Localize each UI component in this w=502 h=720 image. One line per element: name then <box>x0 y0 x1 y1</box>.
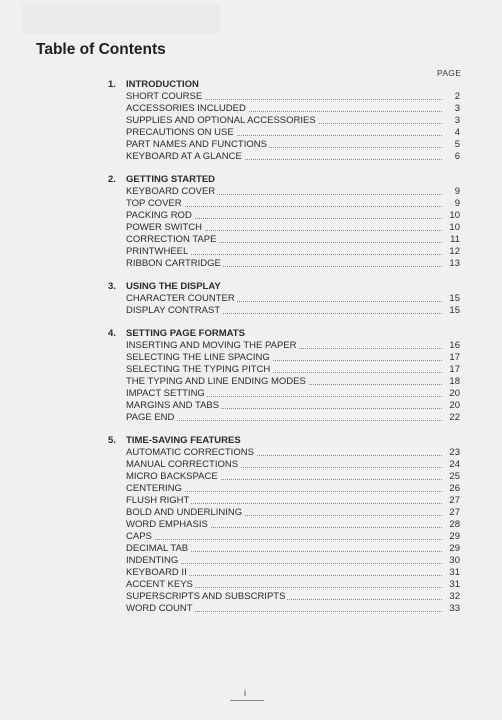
toc-entry[interactable] <box>126 400 460 412</box>
toc-entry[interactable] <box>126 555 460 567</box>
toc-section <box>108 174 460 270</box>
entry-page-number: 23 <box>444 447 460 459</box>
toc-entry[interactable] <box>126 222 460 234</box>
entry-page-number: 4 <box>444 127 460 139</box>
section-heading[interactable] <box>108 174 460 186</box>
toc-entry[interactable] <box>126 151 460 163</box>
entry-page-number: 13 <box>444 258 460 270</box>
toc-entry[interactable] <box>126 388 460 400</box>
toc-entry[interactable] <box>126 198 460 210</box>
entry-label: SELECTING THE LINE SPACING <box>126 352 270 363</box>
toc-section <box>108 435 460 615</box>
page-title: Table of Contents <box>36 41 166 58</box>
entry-label: MARGINS AND TABS <box>126 400 220 411</box>
entry-page-number: 30 <box>444 555 460 567</box>
entry-label: KEYBOARD AT A GLANCE <box>126 151 242 162</box>
entry-label: THE TYPING AND LINE ENDING MODES <box>126 376 306 387</box>
section-number: 2. <box>108 174 116 185</box>
entry-page-number: 31 <box>444 567 460 579</box>
section-title: USING THE DISPLAY <box>126 281 221 292</box>
toc-section <box>108 328 460 424</box>
toc-entry[interactable] <box>126 495 460 507</box>
entry-page-number: 9 <box>444 186 460 198</box>
toc-entry[interactable] <box>126 210 460 222</box>
entry-page-number: 27 <box>444 495 460 507</box>
entry-label: IMPACT SETTING <box>126 388 205 399</box>
section-title: SETTING PAGE FORMATS <box>126 328 245 339</box>
entry-page-number: 11 <box>444 234 460 246</box>
dot-leader <box>126 539 442 540</box>
toc-entry[interactable] <box>126 103 460 115</box>
entry-label: SHORT COURSE <box>126 91 203 102</box>
entry-page-number: 32 <box>444 591 460 603</box>
section-heading[interactable] <box>108 328 460 340</box>
entry-label: PACKING ROD <box>126 210 192 221</box>
entry-page-number: 15 <box>444 305 460 317</box>
entry-label: DECIMAL TAB <box>126 543 189 554</box>
entry-label: POWER SWITCH <box>126 222 202 233</box>
toc-entry[interactable] <box>126 412 460 424</box>
entry-label: WORD COUNT <box>126 603 193 614</box>
entry-label: PRECAUTIONS ON USE <box>126 127 234 138</box>
toc-entry[interactable] <box>126 483 460 495</box>
entry-page-number: 27 <box>444 507 460 519</box>
entry-label: KEYBOARD II <box>126 567 187 578</box>
entry-label: INSERTING AND MOVING THE PAPER <box>126 340 297 351</box>
entry-label: CORRECTION TAPE <box>126 234 217 245</box>
entry-page-number: 20 <box>444 388 460 400</box>
toc-entry[interactable] <box>126 139 460 151</box>
entry-label: CAPS <box>126 531 152 542</box>
entry-page-number: 2 <box>444 91 460 103</box>
section-title: TIME-SAVING FEATURES <box>126 435 241 446</box>
entry-label: FLUSH RIGHT <box>126 495 190 506</box>
entry-page-number: 20 <box>444 400 460 412</box>
toc-entry[interactable] <box>126 127 460 139</box>
entry-label: PRINTWHEEL <box>126 246 189 257</box>
entry-page-number: 22 <box>444 412 460 424</box>
toc-section <box>108 281 460 317</box>
section-heading[interactable] <box>108 281 460 293</box>
entry-label: ACCESSORIES INCLUDED <box>126 103 246 114</box>
toc-entry[interactable] <box>126 471 460 483</box>
entry-label: TOP COVER <box>126 198 182 209</box>
toc-entry[interactable] <box>126 246 460 258</box>
entry-page-number: 26 <box>444 483 460 495</box>
section-heading[interactable] <box>108 435 460 447</box>
page-column-label: PAGE <box>437 68 462 78</box>
toc-entry[interactable] <box>126 531 460 543</box>
entry-label: BOLD AND UNDERLINING <box>126 507 243 518</box>
entry-page-number: 9 <box>444 198 460 210</box>
toc-entry[interactable] <box>126 186 460 198</box>
toc-entry[interactable] <box>126 591 460 603</box>
entry-label: AUTOMATIC CORRECTIONS <box>126 447 254 458</box>
entry-page-number: 10 <box>444 222 460 234</box>
entry-page-number: 5 <box>444 139 460 151</box>
toc-entry[interactable] <box>126 507 460 519</box>
toc-entry[interactable] <box>126 305 460 317</box>
toc-entry[interactable] <box>126 519 460 531</box>
toc-entry[interactable] <box>126 293 460 305</box>
toc-entry[interactable] <box>126 352 460 364</box>
toc-entry[interactable] <box>126 258 460 270</box>
section-number: 3. <box>108 281 116 292</box>
entry-page-number: 17 <box>444 352 460 364</box>
entry-page-number: 18 <box>444 376 460 388</box>
entry-page-number: 24 <box>444 459 460 471</box>
entry-label: WORD EMPHASIS <box>126 519 208 530</box>
entry-page-number: 17 <box>444 364 460 376</box>
entry-page-number: 29 <box>444 531 460 543</box>
entry-page-number: 3 <box>444 115 460 127</box>
entry-page-number: 28 <box>444 519 460 531</box>
section-title: GETTING STARTED <box>126 174 216 185</box>
toc-entry[interactable] <box>126 234 460 246</box>
section-title: INTRODUCTION <box>126 79 199 90</box>
entry-page-number: 15 <box>444 293 460 305</box>
toc-entry[interactable] <box>126 603 460 615</box>
toc-section <box>108 79 460 163</box>
entry-label: PART NAMES AND FUNCTIONS <box>126 139 267 150</box>
entry-page-number: 6 <box>444 151 460 163</box>
footer-rule <box>230 700 264 701</box>
toc-entry[interactable] <box>126 579 460 591</box>
entry-label: DISPLAY CONTRAST <box>126 305 221 316</box>
entry-label: CENTERING <box>126 483 182 494</box>
entry-label: RIBBON CARTRIDGE <box>126 258 221 269</box>
bleed-through-header <box>22 4 220 34</box>
entry-label: SUPPLIES AND OPTIONAL ACCESSORIES <box>126 115 316 126</box>
entry-label: PAGE END <box>126 412 175 423</box>
entry-label: CHARACTER COUNTER <box>126 293 235 304</box>
footer-page-number: i <box>244 688 246 698</box>
entry-page-number: 31 <box>444 579 460 591</box>
entry-page-number: 10 <box>444 210 460 222</box>
toc-entry[interactable] <box>126 447 460 459</box>
entry-page-number: 29 <box>444 543 460 555</box>
toc-entry[interactable] <box>126 567 460 579</box>
toc-entry[interactable] <box>126 340 460 352</box>
entry-label: SELECTING THE TYPING PITCH <box>126 364 271 375</box>
entry-label: INDENTING <box>126 555 179 566</box>
toc-entry[interactable] <box>126 459 460 471</box>
toc-entry[interactable] <box>126 91 460 103</box>
entry-page-number: 33 <box>444 603 460 615</box>
entry-label: MANUAL CORRECTIONS <box>126 459 239 470</box>
toc-entry[interactable] <box>126 364 460 376</box>
section-number: 5. <box>108 435 116 446</box>
entry-label: KEYBOARD COVER <box>126 186 216 197</box>
entry-label: ACCENT KEYS <box>126 579 193 590</box>
entry-label: MICRO BACKSPACE <box>126 471 218 482</box>
entry-page-number: 3 <box>444 103 460 115</box>
entry-page-number: 25 <box>444 471 460 483</box>
entry-label: SUPERSCRIPTS AND SUBSCRIPTS <box>126 591 286 602</box>
section-number: 4. <box>108 328 116 339</box>
section-heading[interactable] <box>108 79 460 91</box>
entry-page-number: 16 <box>444 340 460 352</box>
toc-entry[interactable] <box>126 376 460 388</box>
entry-page-number: 12 <box>444 246 460 258</box>
section-number: 1. <box>108 79 116 90</box>
toc-entry[interactable] <box>126 115 460 127</box>
toc-entry[interactable] <box>126 543 460 555</box>
